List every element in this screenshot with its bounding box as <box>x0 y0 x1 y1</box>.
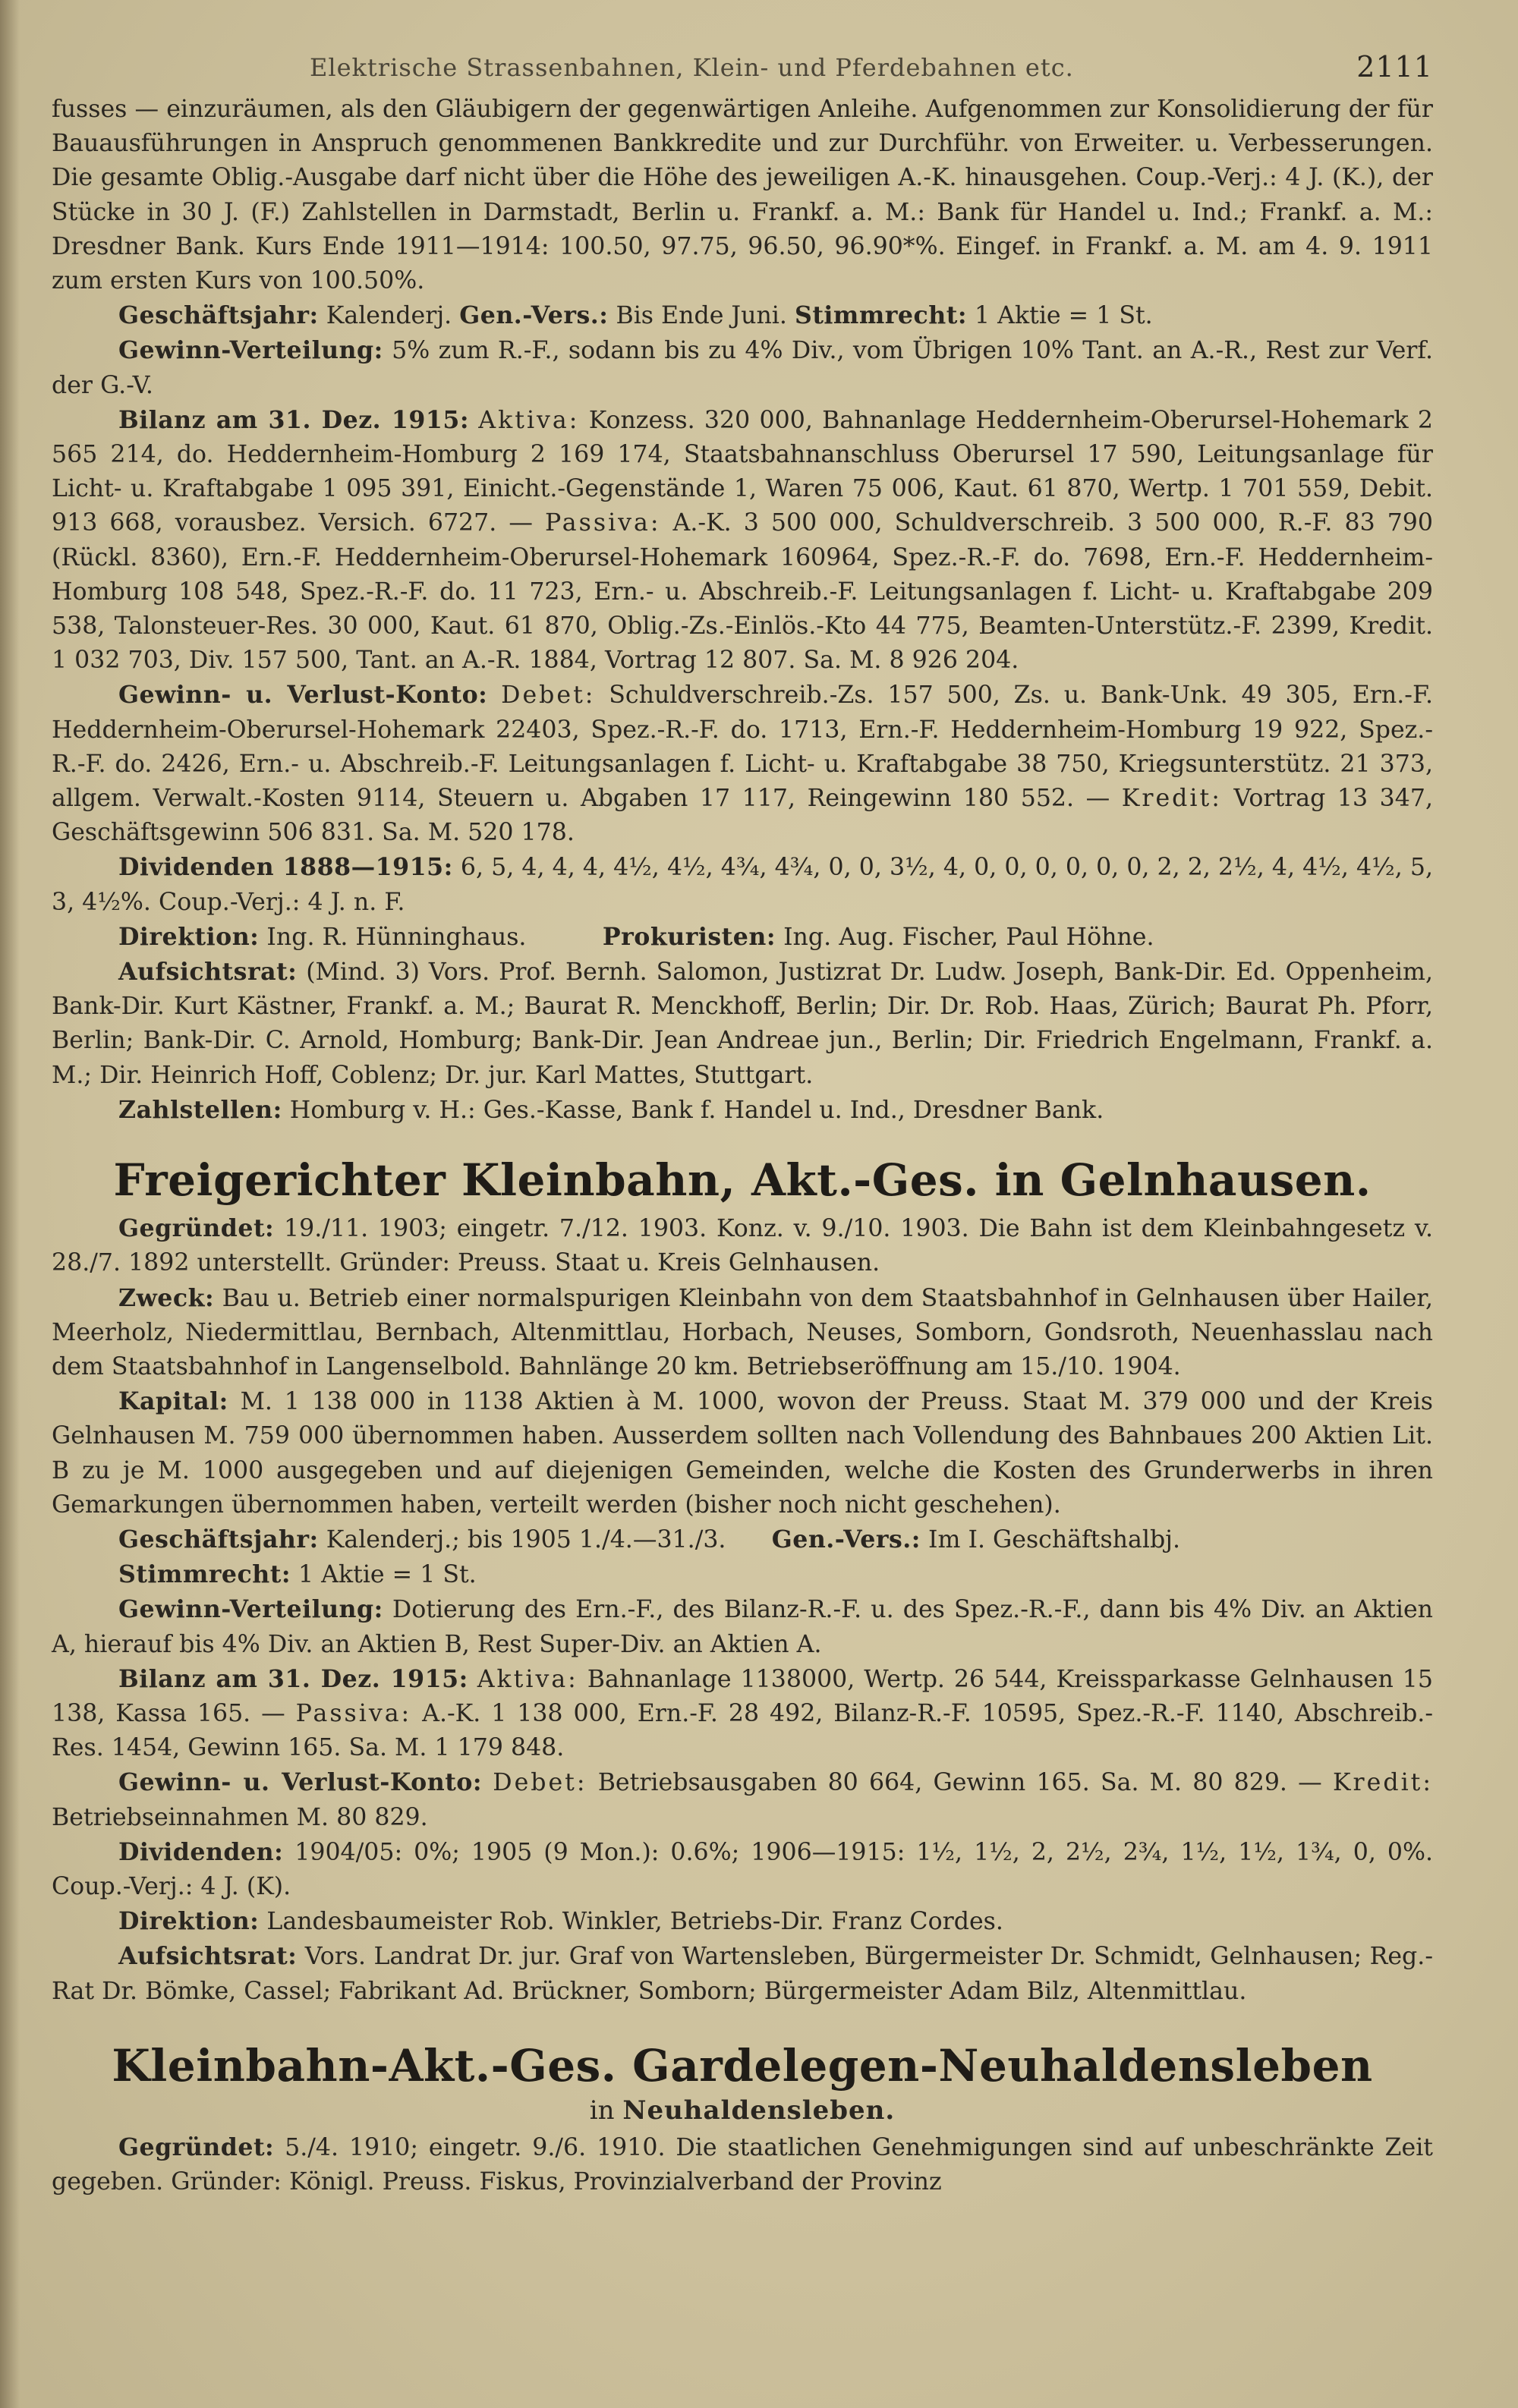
gegruendet-paragraph: Gegründet: 19./11. 1903; eingetr. 7./12. 1903. Konz. v. 9./10. 1903. Die Bahn ist dem Kleinbahngesetz v. 28./7. 1892 unterstellt. Gründer: Preuss. Staat u. Kreis Gelnhausen. <box>52 1214 1433 1277</box>
gewinnverteilung-paragraph: Gewinn-Verteilung: Dotierung des Ern.-F., des Bilanz-R.-F. u. des Spez.-R.-F., dann bis 4% Div. an Aktien A, hierauf bis 4% Div. an Aktien B, Rest Super-Div. an Aktien A. <box>52 1595 1433 1658</box>
page-number: 2111 <box>1356 50 1433 83</box>
dividenden-paragraph: Dividenden 1888—1915: 6, 5, 4, 4, 4, 4½, 4½, 4¾, 4¾, 0, 0, 3½, 4, 0, 0, 0, 0, 0, 0, 2, 2, 2½, 4, 4½, 4½, 5, 3, 4½%. Coup.-Verj.: 4 J. n. F. <box>52 853 1434 916</box>
dividenden-paragraph: Dividenden: 1904/05: 0%; 1905 (9 Mon.): 0.6%; 1906—1915: 1½, 1½, 2, 2½, 2¾, 1½, 1½, 1¾, 0, 0%. Coup.-Verj.: 4 J. (K). <box>52 1837 1434 1900</box>
gardelegen-entry <box>52 2039 1433 2199</box>
guv-paragraph: Gewinn- u. Verlust-Konto: Debet: Schuldverschreib.-Zs. 157 500, Zs. u. Bank-Unk. 49 305, Ern.-F. Heddernheim-Oberursel-Hohemark 22403, Spez.-R.-F. do. 1713, Ern.-F. Heddernheim-Homburg 19 922, Spez.-R.-F. do. 2426, Ern.- u. Abschreib.-F. Leitungsanlagen f. Licht- u. Kraftabgabe 38 750, Kriegsunterstütz. 21 373, allgem. Verwalt.-Kosten 9114, Steuern u. Abgaben 17 117, Reingewinn 180 552. — Kredit: Vortrag 13 347, Geschäftsgewinn 506 831. Sa. M. 520 178. <box>52 681 1434 847</box>
gewinnverteilung-paragraph: Gewinn-Verteilung: 5% zum R.-F., sodann bis zu 4% Div., vom Übrigen 10% Tant. an A.-R., Rest zur Verf. der G.-V. <box>52 336 1433 399</box>
stimmrecht-line: Stimmrecht: 1 Aktie = 1 St. <box>118 1560 477 1589</box>
company-heading-gardelegen: Kleinbahn-Akt.-Ges. Gardelegen-Neuhaldensleben <box>112 2039 1373 2092</box>
gegruendet-paragraph: Gegründet: 5./4. 1910; eingetr. 9./6. 1910. Die staatlichen Genehmigungen sind auf unbeschränkte Zeit gegeben. Gründer: Königl. Preuss. Fiskus, Provinzialverband der Provinz <box>52 2133 1434 2196</box>
direktion-line: Direktion: Landesbaumeister Rob. Winkler, Betriebs-Dir. Franz Cordes. <box>118 1907 1003 1936</box>
page-header <box>52 46 1433 93</box>
running-title: Elektrische Strassenbahnen, Klein- und Pferdebahnen etc. <box>310 53 1074 82</box>
kapital-paragraph: Kapital: M. 1 138 000 in 1138 Aktien à M. 1000, wovon der Preuss. Staat M. 379 000 und der Kreis Gelnhausen M. 759 000 übernommen haben. Ausserdem sollten nach Vollendung des Bahnbaues 200 Aktien Lit. B zu je M. 1000 ausgegeben und auf diejenigen Gemeinden, welche die Kosten des Grunderwerbs in ihren Gemarkungen übernommen haben, verteilt werden (bisher noch nicht geschehen). <box>52 1387 1433 1519</box>
guv-paragraph: Gewinn- u. Verlust-Konto: Debet: Betriebsausgaben 80 664, Gewinn 165. Sa. M. 80 829. — Kredit: Betriebseinnahmen M. 80 829. <box>52 1768 1434 1831</box>
previous-entry-continuation <box>52 93 1433 1128</box>
direktion-line: Direktion: Ing. R. Hünninghaus. Prokuristen: Ing. Aug. Fischer, Paul Höhne. <box>118 922 1154 951</box>
binding-shadow <box>0 0 20 2408</box>
zweck-paragraph: Zweck: Bau u. Betrieb einer normalspurigen Kleinbahn von dem Staatsbahnhof in Gelnhausen über Hailer, Meerholz, Niedermittlau, Bernbach, Altenmittlau, Horbach, Neuses, Somborn, Gondsroth, Neuenhasslau nach dem Staatsbahnhof in Langenselbold. Bahnlänge 20 km. Betriebseröffnung am 15./10. 1904. <box>52 1283 1434 1380</box>
company-heading-freigerichter: Freigerichter Kleinbahn, Akt.-Ges. in Gelnhausen. <box>113 1154 1372 1207</box>
aufsichtsrat-paragraph: Aufsichtsrat: (Mind. 3) Vors. Prof. Bernh. Salomon, Justizrat Dr. Ludw. Joseph, Bank-Dir. Ed. Oppenheim, Bank-Dir. Kurt Kästner, Frankf. a. M.; Baurat R. Menckhoff, Berlin; Dir. Dr. Rob. Haas, Zürich; Baurat Ph. Pforr, Berlin; Bank-Dir. C. Arnold, Homburg; Bank-Dir. Jean Andreae jun., Berlin; Dir. Friedrich Engelmann, Frankf. a. M.; Dir. Heinrich Hoff, Coblenz; Dr. jur. Karl Mattes, Stuttgart. <box>52 958 1433 1089</box>
company-location: in Neuhaldensleben. <box>589 2095 896 2126</box>
geschaeftsjahr-line: Geschäftsjahr: Kalenderj. Gen.-Vers.: Bis Ende Juni. Stimmrecht: 1 Aktie = 1 St. <box>118 301 1153 330</box>
geschaeftsjahr-line: Geschäftsjahr: Kalenderj.; bis 1905 1./4.—31./3. Gen.-Vers.: Im I. Geschäftshalbj. <box>118 1525 1181 1553</box>
freigerichter-entry <box>52 1154 1433 2009</box>
aufsichtsrat-paragraph: Aufsichtsrat: Vors. Landrat Dr. jur. Graf von Wartensleben, Bürgermeister Dr. Schmidt, Gelnhausen; Reg.-Rat Dr. Bömke, Cassel; Fabrikant Ad. Brückner, Somborn; Bürgermeister Adam Bilz, Altenmittlau. <box>52 1942 1433 2005</box>
bilanz-paragraph: Bilanz am 31. Dez. 1915: Aktiva: Bahnanlage 1138000, Wertp. 26 544, Kreissparkasse Gelnhausen 15 138, Kassa 165. — Passiva: A.-K. 1 138 000, Ern.-F. 28 492, Bilanz-R.-F. 10595, Spez.-R.-F. 1140, Abschreib.-Res. 1454, Gewinn 165. Sa. M. 1 179 848. <box>52 1664 1434 1762</box>
continuation-paragraph: fusses — einzuräumen, als den Gläubigern der gegenwärtigen Anleihe. Aufgenommen zur Konsolidierung der für Bauausführungen in Anspruch genommenen Bankkredite und zur Durchführ. von Erweiter. u. Verbesserungen. Die gesamte Oblig.-Ausgabe darf nicht über die Höhe des jeweiligen A.-K. hinausgehen. Coup.-Verj.: 4 J. (K.), der Stücke in 30 J. (F.) Zahlstellen in Darmstadt, Berlin u. Frankf. a. M.: Bank für Handel u. Ind.; Frankf. a. M.: Dresdner Bank. Kurs Ende 1911—1914: 100.50, 97.75, 96.50, 96.90*%. Eingef. in Frankf. a. M. am 4. 9. 1911 zum ersten Kurs von 100.50%. <box>52 96 1433 295</box>
bilanz-paragraph: Bilanz am 31. Dez. 1915: Aktiva: Konzess. 320 000, Bahnanlage Heddernheim-Oberursel-Hohemark 2 565 214, do. Heddernheim-Homburg 2 169 174, Staatsbahnanschluss Oberursel 17 590, Leitungsanlage für Licht- u. Kraftabgabe 1 095 391, Einicht.-Gegenstände 1, Waren 75 006, Kaut. 61 870, Wertp. 1 701 559, Debit. 913 668, vorausbez. Versich. 6727. — Passiva: A.-K. 3 500 000, Schuldverschreib. 3 500 000, R.-F. 83 790 (Rückl. 8360), Ern.-F. Heddernheim-Oberursel-Hohemark 160964, Spez.-R.-F. do. 7698, Ern.-F. Heddernheim-Homburg 108 548, Spez.-R.-F. do. 11 723, Ern.- u. Abschreib.-F. Leitungsanlagen f. Licht- u. Kraftabgabe 209 538, Talonsteuer-Res. 30 000, Kaut. 61 870, Oblig.-Zs.-Einlös.-Kto 44 775, Beamten-Unterstütz.-F. 2399, Kredit. 1 032 703, Div. 157 500, Tant. an A.-R. 1884, Vortrag 12 807. Sa. M. 8 926 204. <box>52 405 1433 675</box>
zahlstellen-line: Zahlstellen: Homburg v. H.: Ges.-Kasse, Bank f. Handel u. Ind., Dresdner Bank. <box>118 1095 1104 1124</box>
